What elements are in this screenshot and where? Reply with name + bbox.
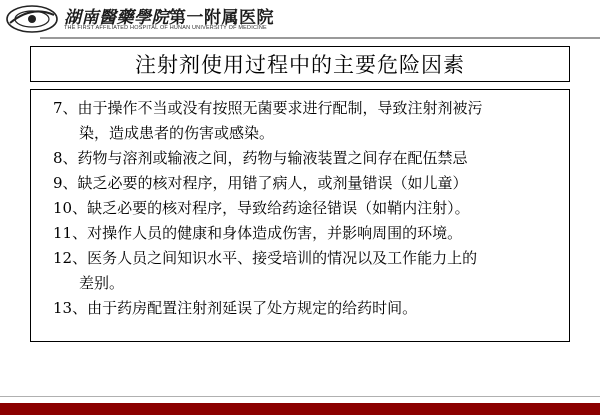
hospital-logo-icon (4, 3, 60, 35)
hospital-name-main: 第一附属医院 (169, 8, 274, 28)
risk-factor-list (30, 89, 570, 342)
list-item-continuation: 染，造成患者的伤害或感染。 (79, 124, 275, 142)
list-item-line: 11、对操作人员的健康和身体造成伤害，并影响周围的环境。 (53, 224, 463, 242)
list-item (53, 171, 559, 196)
list-item-line: 7、由于操作不当或没有按照无菌要求进行配制，导致注射剂被污 (53, 99, 483, 117)
header-divider (40, 37, 600, 39)
slide-title: 注射剂使用过程中的主要危险因素 (135, 53, 465, 77)
list-item-line: 12、医务人员之间知识水平、接受培训的情况以及工作能力上的 (53, 249, 478, 267)
list-item (53, 146, 559, 171)
list-item-line: 13、由于药房配置注射剂延误了处方规定的给药时间。 (53, 299, 418, 317)
footer-bar (0, 403, 600, 415)
list-item-line: 9、缺乏必要的核对程序，用错了病人，或剂量错误（如儿童） (53, 174, 468, 192)
footer-divider (0, 396, 600, 397)
hospital-name-english: THE FIRST AFFILIATED HOSPITAL OF HUNAN UNIVERSITY OF MEDICINE (64, 25, 267, 31)
list-item-line: 8、药物与溶剂或输液之间，药物与输液装置之间存在配伍禁忌 (53, 149, 468, 167)
list-item (53, 246, 559, 296)
list-item (53, 96, 559, 146)
header (0, 0, 600, 38)
slide-title-box (30, 46, 570, 82)
list-item-line: 10、缺乏必要的核对程序，导致给药途径错误（如鞘内注射）。 (53, 199, 470, 217)
list-item (53, 221, 559, 246)
list-item (53, 296, 559, 321)
list-item-continuation: 差别。 (79, 274, 125, 292)
list-item (53, 196, 559, 221)
hospital-name-script: 湖南醫藥學院 (64, 8, 169, 28)
